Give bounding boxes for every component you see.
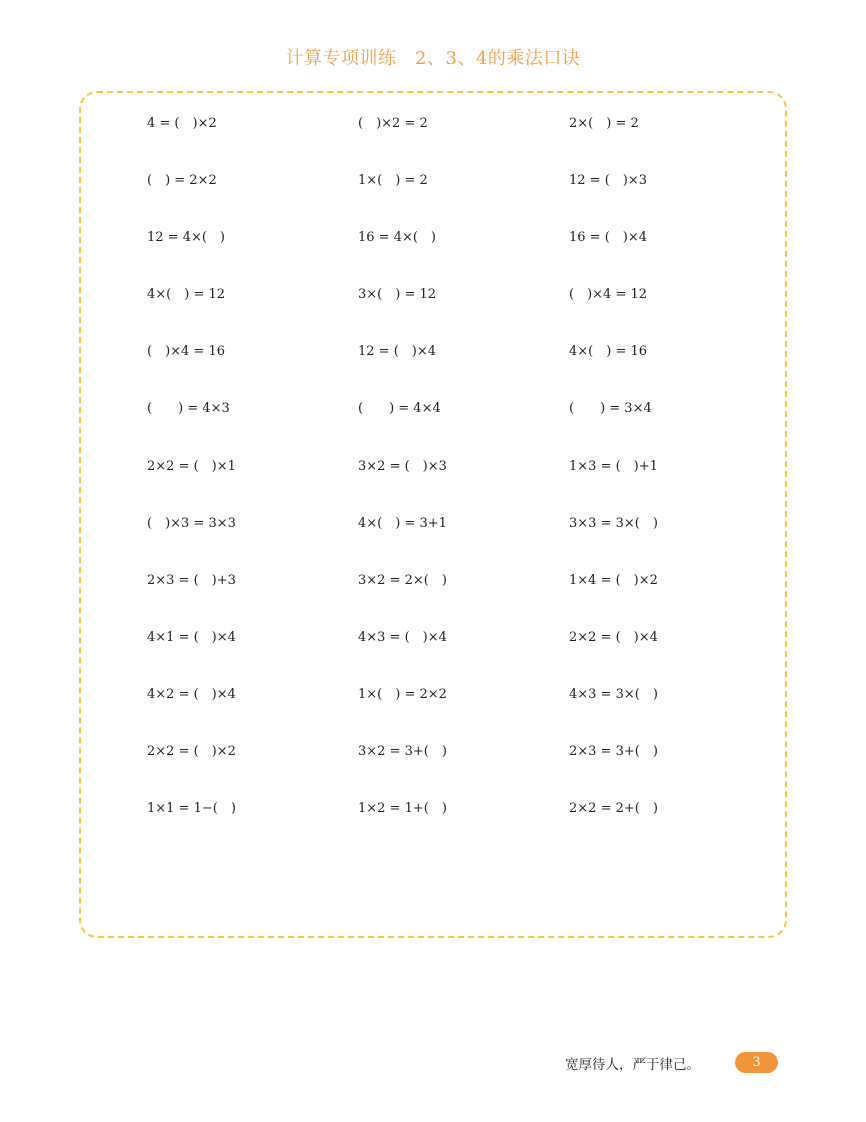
problem: 1×3 = ( )+1 [569,458,658,474]
problem: ( ) = 4×4 [358,401,441,417]
problem: 1×1 = 1−( ) [147,801,236,817]
problem: 3×2 = 3+( ) [358,744,447,760]
problem: ( )×3 = 3×3 [147,515,236,531]
problem: 1×( ) = 2×2 [358,686,447,702]
footer-motto: 宽厚待人，严于律己。 [565,1057,700,1073]
problem: 4×3 = ( )×4 [358,629,447,645]
problem: 12 = 4×( ) [147,230,226,246]
problem: 1×( ) = 2 [358,173,428,189]
problem: 16 = 4×( ) [358,230,437,246]
problem: 4×2 = ( )×4 [147,686,236,702]
exercise-box [79,91,787,938]
problem: ( )×2 = 2 [358,116,428,131]
problem: 2×3 = ( )+3 [147,572,236,588]
problem: 3×( ) = 12 [358,287,437,303]
page-number-badge: 3 [735,1052,778,1073]
problem: 4×( ) = 16 [569,344,648,360]
problem: 2×2 = ( )×1 [147,458,236,474]
problem: 2×3 = 3+( ) [569,744,658,760]
problem-grid [147,114,780,856]
problem: 4×( ) = 3+1 [358,515,447,531]
problem: 3×2 = 2×( ) [358,572,447,588]
problem: 4 = ( )×2 [147,116,217,131]
problem: 3×3 = 3×( ) [569,515,658,531]
problem: 12 = ( )×4 [358,344,437,360]
problem: 2×2 = 2+( ) [569,801,658,817]
problem: 4×( ) = 12 [147,287,226,303]
problem: ( ) = 4×3 [147,401,230,417]
problem: 4×3 = 3×( ) [569,686,658,702]
problem: 4×1 = ( )×4 [147,629,236,645]
problem: 2×2 = ( )×2 [147,744,236,760]
problem: ( ) = 3×4 [569,401,652,417]
problem: 1×2 = 1+( ) [358,801,447,817]
problem: 2×( ) = 2 [569,116,639,131]
problem: ( )×4 = 12 [569,287,648,303]
problem: 12 = ( )×3 [569,173,648,189]
page-title: 计算专项训练 2、3、4的乘法口诀 [285,48,581,69]
problem: 2×2 = ( )×4 [569,629,658,645]
problem: 1×4 = ( )×2 [569,572,658,588]
problem: ( ) = 2×2 [147,173,217,189]
problem: ( )×4 = 16 [147,344,226,360]
problem: 3×2 = ( )×3 [358,458,447,474]
problem: 16 = ( )×4 [569,230,648,246]
